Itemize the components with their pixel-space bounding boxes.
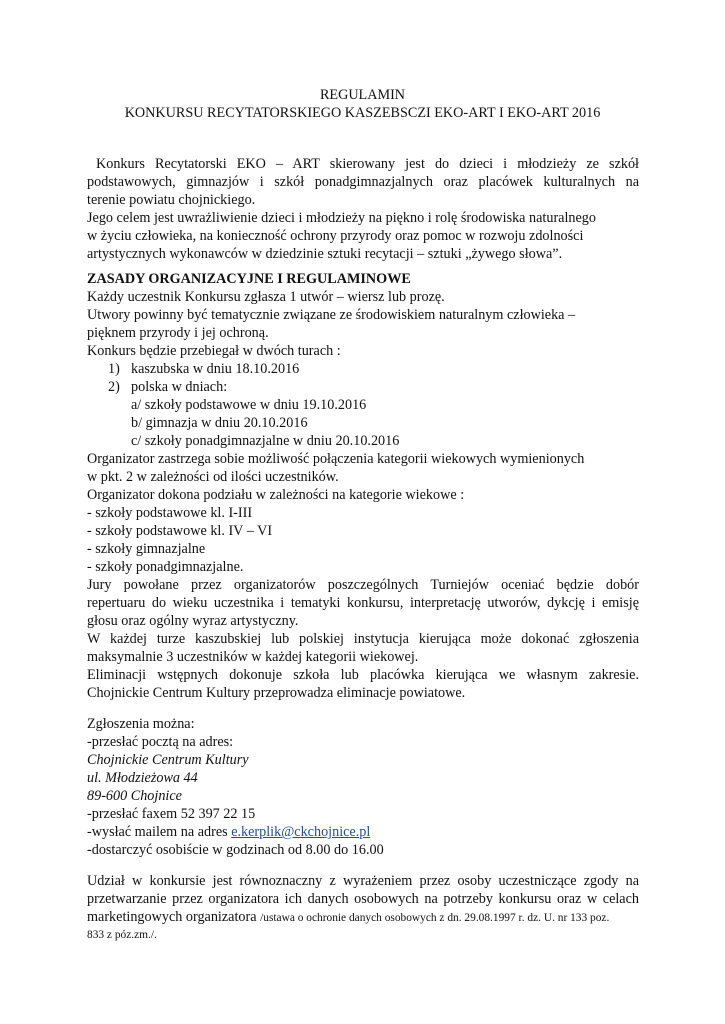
legal-reference: /ustawa o ochronie danych osobowych z dn. 29.08.1997 r. dz. U. nr 133 poz.	[260, 912, 610, 924]
document-subtitle: KONKURSU RECYTATORSKIEGO KASZEBSCZI EKO-ART I EKO-ART 2016	[124, 105, 601, 121]
address-line: Chojnickie Centrum Kultury	[87, 752, 249, 768]
jury-line: repertuaru do wieku uczestnika i tematyki konkursu, interpretację utworów, dykcję i emisję	[87, 595, 639, 611]
application-method: -dostarczyć osobiście w godzinach od 8.00 do 16.00	[87, 842, 384, 858]
address-line: 89-600 Chojnice	[87, 788, 182, 804]
category-item: - szkoły podstawowe kl. I-III	[87, 505, 253, 521]
rules-line: w pkt. 2 w zależności od ilości uczestników.	[87, 469, 339, 485]
jury-line: głosu oraz ogólny wyraz artystyczny.	[87, 613, 299, 629]
round-text: polska w dniach:	[131, 379, 228, 395]
consent-line: przetwarzanie przez organizatora ich danych osobowych na potrzeby konkursu oraz w celach	[87, 891, 639, 907]
entries-line: W każdej turze kaszubskiej lub polskiej instytucja kierująca może dokonać zgłoszenia	[87, 631, 639, 647]
address-line: ul. Młodzieżowa 44	[87, 770, 198, 786]
rules-line: Organizator zastrzega sobie możliwość połączenia kategorii wiekowych wymienionych	[87, 451, 585, 467]
consent-line	[87, 908, 609, 927]
intro-line: podstawowych, gimnazjów i szkół ponadgimnazjalnych oraz placówek kulturalnych na	[87, 174, 639, 190]
rules-line: Utwory powinny być tematycznie związane ze środowiskiem naturalnym człowieka –	[87, 307, 576, 323]
sub-round: c/ szkoły ponadgimnazjalne w dniu 20.10.2016	[131, 433, 400, 449]
sub-round: b/ gimnazja w dniu 20.10.2016	[131, 415, 308, 431]
category-item: - szkoły ponadgimnazjalne.	[87, 559, 244, 575]
consent-text: marketingowych organizatora	[87, 909, 261, 925]
application-method-email	[87, 823, 370, 841]
application-method: -przesłać pocztą na adres:	[87, 734, 234, 750]
entries-line: maksymalnie 3 uczestników w każdej kategorii wiekowej.	[87, 649, 419, 665]
email-prefix: -wysłać mailem na adres	[87, 824, 232, 840]
application-method: -przesłać faxem 52 397 22 15	[87, 806, 256, 822]
email-link[interactable]: e.kerplik@ckchojnice.pl	[231, 824, 371, 840]
round-number: 2)	[108, 379, 120, 395]
intro-line: artystycznych wykonawców w dziedzinie sztuki recytacji – sztuki „żywego słowa”.	[87, 246, 563, 262]
sub-round: a/ szkoły podstawowe w dniu 19.10.2016	[131, 397, 367, 413]
intro-line: w życiu człowieka, na konieczność ochrony przyrody oraz pomoc w rozwoju zdolności	[87, 228, 584, 244]
category-item: - szkoły gimnazjalne	[87, 541, 206, 557]
category-item: - szkoły podstawowe kl. IV – VI	[87, 523, 273, 539]
rules-line: pięknem przyrody i jej ochroną.	[87, 325, 269, 341]
legal-reference: 833 z póz.zm./.	[87, 929, 157, 941]
round-number: 1)	[108, 361, 120, 377]
elimination-line: Eliminacji wstępnych dokonuje szkoła lub placówka kierująca we własnym zakresie.	[87, 667, 639, 683]
rules-line: Konkurs będzie przebiegał w dwóch turach :	[87, 343, 341, 359]
round-text: kaszubska w dniu 18.10.2016	[131, 361, 300, 377]
rules-line: Każdy uczestnik Konkursu zgłasza 1 utwór – wiersz lub prozę.	[87, 289, 445, 305]
rules-line: Organizator dokona podziału w zależności na kategorie wiekowe :	[87, 487, 465, 503]
elimination-line: Chojnickie Centrum Kultury przeprowadza eliminacje powiatowe.	[87, 685, 466, 701]
intro-line: Jego celem jest uwrażliwienie dzieci i młodzieży na piękno i rolę środowiska naturalnego	[87, 210, 596, 226]
consent-line: Udział w konkursie jest równoznaczny z wyrażeniem przez osoby uczestniczące zgody na	[87, 873, 639, 889]
intro-line: Konkurs Recytatorski EKO – ART skierowany jest do dzieci i młodzieży ze szkół	[96, 156, 639, 172]
applications-heading: Zgłoszenia można:	[87, 716, 195, 732]
jury-line: Jury powołane przez organizatorów poszczególnych Turniejów oceniać będzie dobór	[87, 577, 639, 593]
rules-heading: ZASADY ORGANIZACYJNE I REGULAMINOWE	[87, 271, 411, 287]
document-title: REGULAMIN	[319, 87, 406, 103]
intro-line: terenie powiatu chojnickiego.	[87, 192, 256, 208]
